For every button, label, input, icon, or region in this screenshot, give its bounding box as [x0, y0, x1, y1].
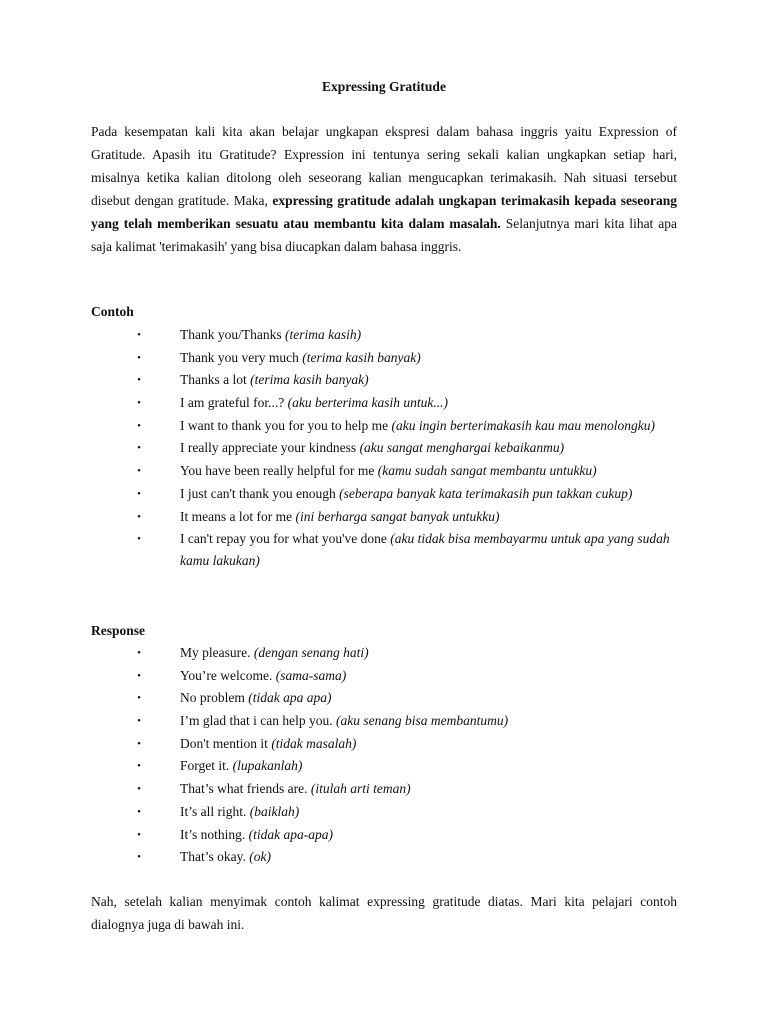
phrase-english: I’m glad that i can help you. [180, 713, 336, 729]
phrase-english: It means a lot for me [180, 508, 296, 524]
phrase-translation: (ok) [249, 849, 271, 865]
contoh-list-item [0, 392, 670, 414]
bullet-icon: • [137, 351, 141, 364]
phrase-english: No problem [180, 690, 249, 706]
bullet-icon: • [137, 828, 141, 841]
phrase-translation: (lupakanlah) [232, 758, 303, 774]
response-list-item [0, 778, 670, 800]
contoh-list-item [0, 437, 670, 459]
bullet-icon: • [137, 329, 141, 341]
response-heading: Response [91, 623, 146, 638]
phrase-english: You’re welcome. [180, 667, 276, 683]
contoh-list-item [0, 347, 670, 369]
phrase-translation: (baiklah) [249, 803, 300, 819]
bullet-icon: • [137, 465, 141, 478]
intro-text-1: Pada kesempatan kali kita akan belajar ungkapan ekspresi dalam bahasa inggris yaitu Expression of Gratitude. Apasih itu Gratitude? Expression ini tentunya sering sekali kalian ungkapkan setiap hari, misalnya ketika kalian ditolong oleh seseorang kalian mengucapkan terimakasih. Nah situasi tersebut disebut dengan gratitude. Maka, [91, 124, 677, 208]
bullet-icon: • [137, 715, 141, 728]
phrase-translation: (aku ingin berterimakasih kau mau menolongku) [391, 417, 656, 433]
phrase-english: I want to thank you for you to help me [180, 417, 392, 433]
phrase-translation: (aku sangat menghargai kebaikanmu) [359, 440, 565, 456]
phrase-translation: (sama-sama) [275, 667, 347, 683]
phrase-english: That’s okay. [180, 849, 250, 865]
bullet-icon: • [137, 397, 141, 410]
bullet-icon: • [137, 442, 141, 455]
response-list-item [0, 824, 670, 846]
bullet-icon: • [137, 533, 141, 546]
response-list-item [0, 801, 670, 823]
phrase-translation: (tidak masalah) [271, 735, 357, 751]
intro-paragraph [91, 120, 677, 258]
phrase-english: Don't mention it [180, 735, 272, 751]
contoh-list-item [0, 506, 670, 528]
bullet-icon: • [137, 692, 141, 705]
bullet-icon: • [137, 487, 141, 500]
phrase-translation: (tidak apa-apa) [248, 826, 333, 842]
phrase-english: Thanks a lot [180, 372, 251, 388]
response-list-item [0, 665, 670, 687]
response-list-item [0, 710, 670, 732]
contoh-list-item [0, 324, 670, 346]
bullet-icon: • [137, 783, 141, 796]
phrase-english: I am grateful for...? [180, 395, 288, 411]
response-list [0, 642, 768, 869]
phrase-translation: (terima kasih banyak) [302, 349, 421, 365]
response-list-item [0, 755, 670, 777]
phrase-translation: (aku senang bisa membantumu) [335, 713, 509, 729]
phrase-english: My pleasure. [180, 645, 254, 660]
phrase-english: I can't repay you for what you've done [180, 531, 391, 547]
phrase-translation: (seberapa banyak kata terimakasih pun takkan cukup) [339, 485, 633, 501]
bullet-icon: • [137, 851, 141, 864]
phrase-translation: (aku berterima kasih untuk...) [287, 395, 449, 411]
bullet-icon: • [137, 510, 141, 523]
contoh-list [0, 324, 768, 573]
contoh-heading: Contoh [91, 304, 134, 319]
phrase-english: It’s all right. [180, 803, 250, 819]
phrase-translation: (tidak apa apa) [248, 690, 332, 706]
phrase-english: I really appreciate your kindness [180, 440, 360, 456]
contoh-list-item [0, 528, 670, 572]
phrase-english: Thank you/Thanks [180, 327, 285, 342]
intro-text-2: Selanjutnya mari kita lihat apa saja kalimat 'terimakasih' yang bisa diucapkan dalam bahasa inggris. [91, 216, 677, 254]
response-list-item [0, 846, 670, 868]
phrase-english: That’s what friends are. [180, 781, 311, 797]
bullet-icon: • [137, 647, 141, 659]
intro-bold-definition: expressing gratitude adalah ungkapan terimakasih kepada seseorang yang telah memberikan sesuatu atau membantu kita dalam masalah. [91, 193, 678, 231]
document-title: Expressing Gratitude [322, 79, 446, 94]
phrase-translation: (dengan senang hati) [253, 645, 369, 660]
phrase-english: It’s nothing. [180, 826, 249, 842]
phrase-english: I just can't thank you enough [180, 485, 340, 501]
contoh-list-item [0, 415, 670, 437]
phrase-translation: (terima kasih banyak) [250, 372, 369, 388]
response-list-item [0, 687, 670, 709]
closing-paragraph: Nah, setelah kalian menyimak contoh kalimat expressing gratitude diatas. Mari kita pelajari contoh dialognya juga di bawah ini. [91, 894, 677, 932]
phrase-translation: (ini berharga sangat banyak untukku) [295, 508, 500, 524]
phrase-translation: (kamu sudah sangat membantu untukku) [377, 463, 597, 479]
bullet-icon: • [137, 669, 141, 682]
bullet-icon: • [137, 374, 141, 387]
phrase-translation: (terima kasih) [284, 327, 362, 342]
contoh-list-item [0, 369, 670, 391]
response-list-item [0, 733, 670, 755]
bullet-icon: • [137, 805, 141, 818]
response-list-item [0, 642, 670, 664]
phrase-english: Forget it. [180, 758, 233, 774]
phrase-translation: (aku tidak bisa membayarmu untuk apa yang sudah kamu lakukan) [180, 531, 670, 569]
phrase-english: Thank you very much [180, 349, 303, 365]
phrase-translation: (itulah arti teman) [310, 781, 411, 797]
contoh-list-item [0, 460, 670, 482]
bullet-icon: • [137, 419, 141, 432]
bullet-icon: • [137, 737, 141, 750]
phrase-english: You have been really helpful for me [180, 463, 378, 479]
contoh-list-item [0, 483, 670, 505]
bullet-icon: • [137, 760, 141, 773]
